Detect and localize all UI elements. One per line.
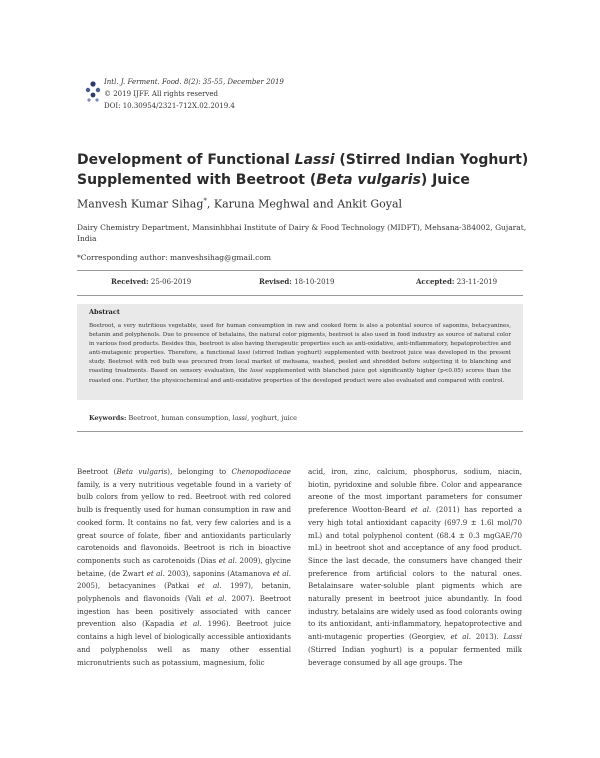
body-italic: et al. xyxy=(197,581,222,591)
keywords-text: , yoghurt, juice xyxy=(247,414,297,422)
received-value: 25-06-2019 xyxy=(150,278,192,286)
body-italic: et al. xyxy=(146,568,165,578)
doi-line: DOI: 10.30954/2321-712X.02.2019.4 xyxy=(104,102,235,110)
body-text: (Stirred Indian yoghurt) is a popular fermented milk beverage consumed by all age groups. The xyxy=(308,644,522,667)
abstract-italic: lassi xyxy=(250,368,263,375)
affiliation: Dairy Chemistry Department, Mansinhbhai Institute of Dairy & Food Technology (MIDFT), Mehsana-384002, Gujarat, India xyxy=(77,223,527,243)
body-text: 2009), glycine betaine, (de Zwart xyxy=(77,555,291,578)
copyright-line: © 2019 IJFF. All rights reserved xyxy=(104,90,219,98)
revised-date xyxy=(259,277,334,286)
body-text: 2005), betacyanines (Patkai xyxy=(77,581,198,591)
body-paragraph xyxy=(77,466,291,669)
body-italic: et al. xyxy=(180,619,202,629)
body-italic: Lassi xyxy=(503,632,522,642)
author-names: , Karuna Meghwal and Ankit Goyal xyxy=(206,197,403,211)
accepted-label: Accepted: xyxy=(416,277,455,286)
title-text: (Stirred Indian Yoghurt) Supplemented with Beetroot ( xyxy=(77,152,529,188)
accepted-date xyxy=(416,277,497,286)
body-italic: Beta vulgaris xyxy=(116,467,168,476)
accepted-value: 23-11-2019 xyxy=(456,278,498,286)
received-label: Received: xyxy=(111,277,149,286)
abstract-part: supplemented with blanched juice got significantly higher (p<0.05) scores than the roasted one. Further, the physicochemical and anti-oxidative properties of the developed product were also evaluated and compared with control. xyxy=(89,368,511,384)
body-italic: et al. xyxy=(410,505,432,515)
corresponding-mark: * xyxy=(203,197,207,205)
body-text: family, is a very nutritious vegetable found in a variety of bulb colors from yellow to red. Beetroot with red colored bulb is frequently used for human consumption in raw and cooked form. It contains no fat, very few calories and is a great source of folate, fiber and antioxidants particularly carotenoids and flavonoids. Beetroot is rich in bioactive components such as carotenoids (Dias xyxy=(77,479,291,565)
body-paragraph xyxy=(308,466,522,669)
body-text: acid, iron, zinc, calcium, phosphorus, sodium, niacin, biotin, pyridoxine and soluble fibre. Color and appearance areone of the most important parameters for consumer preference Wootton-Beard xyxy=(308,467,522,515)
body-text: 1997), betanin, polyphenols and flavonoids (Vali xyxy=(77,581,291,604)
revised-value: 18-10-2019 xyxy=(294,278,335,286)
author-name: Manvesh Kumar Sihag xyxy=(77,197,204,211)
author-list xyxy=(77,197,402,211)
title-species: Beta vulgaris xyxy=(316,172,421,188)
body-column-right xyxy=(308,466,522,669)
abstract-box xyxy=(77,304,523,400)
journal-citation: Intl. J. Ferment. Food. 8(2): 35-55, December 2019 xyxy=(104,78,284,86)
body-text: 2013). xyxy=(470,632,504,642)
abstract-heading: Abstract xyxy=(89,308,120,316)
abstract-text xyxy=(89,322,511,386)
keywords-italic: lassi xyxy=(232,414,248,422)
abstract-italic: lassi xyxy=(237,350,251,357)
body-text: 1996). Beetroot juice contains a high level of biologically accessible antioxidants and polyphenolss well as many other essential micronutrients such as potassium, magnesium, folic xyxy=(77,619,291,667)
journal-info xyxy=(104,76,284,112)
journal-logo xyxy=(84,80,102,104)
divider xyxy=(77,270,523,271)
keywords xyxy=(89,414,297,422)
body-italic: et al. xyxy=(272,568,292,578)
body-text: ), belonging to xyxy=(167,467,232,476)
keywords-label: Keywords: xyxy=(89,414,127,422)
abstract-part: Beetroot, a very nutritious vegetable, used for human consumption in raw and cooked form is also a potential source of saponins, betacyanines, betanin and polyphenols. Due to presence of betalains, the natural color pigments, beetroot is also used in food industry as source of natural color in various food products. Besides this, beetroot is also having therapeutic properties such as anti-oxidative, anti-inflammatory, hepatoprotective and anti-mutagenic properties. Therefore, a functional xyxy=(89,323,511,357)
body-italic: Chenopodiaceae xyxy=(231,467,291,476)
article-title xyxy=(77,150,537,190)
body-text: Beetroot ( xyxy=(77,467,117,476)
corresponding-author: *Corresponding author: manveshsihag@gmail.com xyxy=(77,253,271,262)
body-italic: et al. xyxy=(218,555,238,565)
body-column-left xyxy=(77,466,291,669)
keywords-text: Beetroot, human consumption, xyxy=(126,414,233,422)
received-date xyxy=(111,277,191,286)
title-text: ) Juice xyxy=(420,172,470,188)
divider xyxy=(77,295,523,296)
body-text: 2007). Beetroot ingestion has been positively associated with cancer prevention also (Kapadia xyxy=(77,594,291,629)
article-dates xyxy=(77,277,523,289)
body-italic: et al. xyxy=(205,594,227,604)
body-text: 2003), saponins (Atamanova xyxy=(164,568,273,578)
revised-label: Revised: xyxy=(259,277,292,286)
body-italic: et al. xyxy=(450,632,471,642)
body-text: (2011) has reported a very high total antioxidant capacity (697.9 ± 1.6l mol/70 mL) and total polyphenol content (68.4 ± 0.3 mgGAE/70 mL) in beetroot shot and acceptance of any food product. Since the last decade, the consumers have changed their preference from artificial colors to the natural ones. Betalainsare water-soluble plant pigments which are naturally present in beetroot juice abundantly. In food industry, betalains are widely used as food colorants owing to its antioxidant, anti-inflammatory, hepatoprotective and anti-mutagenic properties (Georgiev, xyxy=(308,505,522,642)
divider xyxy=(77,431,523,432)
title-lassi: Lassi xyxy=(294,152,335,168)
title-text: Development of Functional xyxy=(77,152,295,168)
abstract-part: (stirred Indian yoghurt) supplemented with beetroot juice was developed in the present study. Beetroot with red bulb was procured from local market of mehsana, washed, peeled and shredded before subjecting it to blanching and roasting treatments. Based on sensory evaluation, the xyxy=(89,350,511,375)
